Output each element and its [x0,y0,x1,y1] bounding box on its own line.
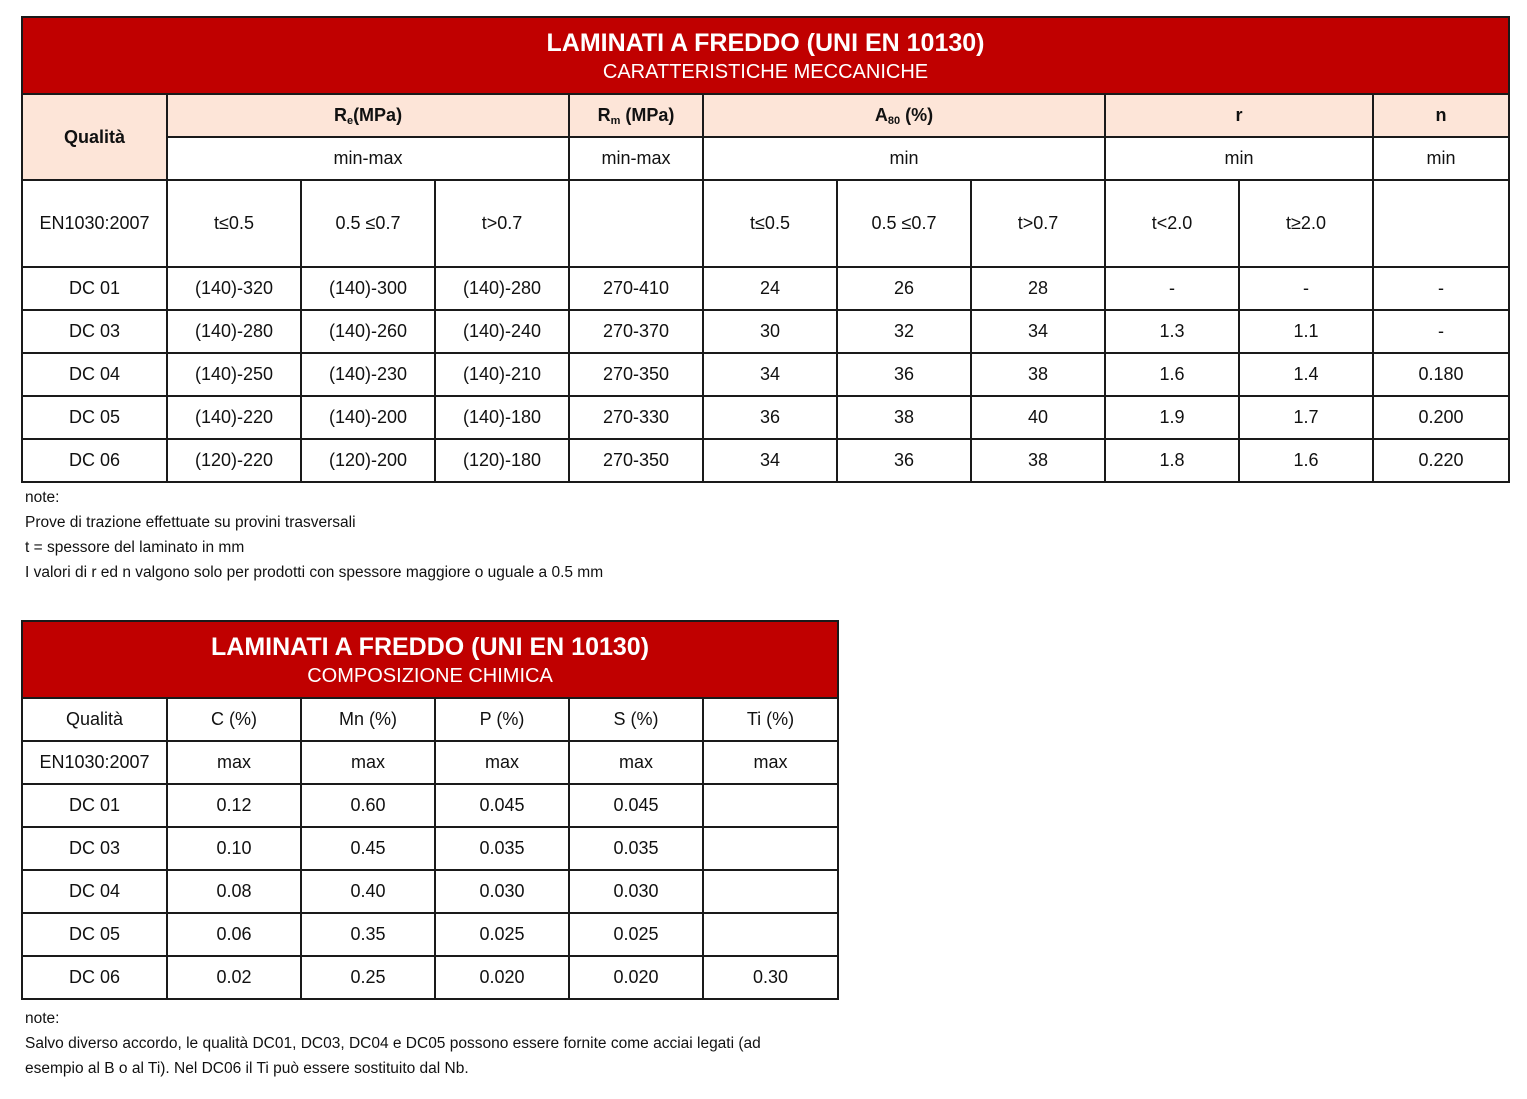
table-cell: (140)-280 [435,267,569,310]
table-cell: (140)-250 [167,353,301,396]
col-header-rm: $R_m$ (MPa) [569,94,703,137]
table-cell: t≤0.5 [167,180,301,267]
table-cell: 38 [971,439,1105,482]
col-header: S (%) [569,698,703,741]
table-cell: 30 [703,310,837,353]
table-cell: 0.035 [569,827,703,870]
table-cell: DC 01 [22,267,167,310]
table-cell: DC 06 [22,956,167,999]
mechanical-table-header [22,17,1509,94]
table-cell: 0.08 [167,870,301,913]
table-cell: max [569,741,703,784]
table-cell: 0.02 [167,956,301,999]
table-cell: 0.020 [435,956,569,999]
mechanical-notes [25,485,603,585]
col-header-qualita: Qualità [22,94,167,180]
table-cell: 270-350 [569,353,703,396]
table-cell: 1.6 [1105,353,1239,396]
table-cell: 0.045 [569,784,703,827]
table-cell: 0.5 ≤0.7 [301,180,435,267]
table-cell: t>0.7 [435,180,569,267]
table-cell: DC 01 [22,784,167,827]
table-cell: 1.1 [1239,310,1373,353]
table-cell: (140)-300 [301,267,435,310]
table-cell: 270-330 [569,396,703,439]
table-cell: max [703,741,838,784]
mechanical-table [21,16,1510,483]
table-cell: 40 [971,396,1105,439]
table-row [22,439,1509,482]
table-cell: 38 [971,353,1105,396]
table-cell [703,913,838,956]
table-cell [1373,180,1509,267]
table-cell: (120)-200 [301,439,435,482]
table-cell: DC 03 [22,310,167,353]
chemical-table [21,620,839,1000]
table-cell: 36 [837,439,971,482]
table-cell: 1.9 [1105,396,1239,439]
col-header: Mn (%) [301,698,435,741]
table-cell: 32 [837,310,971,353]
col-header: Ti (%) [703,698,838,741]
table-cell: t<2.0 [1105,180,1239,267]
col-header: C (%) [167,698,301,741]
col-header-r: r [1105,94,1373,137]
table-cell: 0.30 [703,956,838,999]
table-cell: 0.025 [435,913,569,956]
col-header-a80: $A_{80}$ (%) [703,94,1105,137]
norm-row [22,180,1509,267]
table-cell: t>0.7 [971,180,1105,267]
table-row [22,784,838,827]
table-cell: 0.045 [435,784,569,827]
chemical-table-header [22,621,838,698]
table-cell: 0.10 [167,827,301,870]
table-cell [569,180,703,267]
table-cell: (140)-220 [167,396,301,439]
limit-re: min-max [167,137,569,180]
table-row [22,310,1509,353]
col-header: Qualità [22,698,167,741]
limit-r: min [1105,137,1373,180]
table-cell: 24 [703,267,837,310]
chemical-notes [25,1006,761,1081]
table-cell: max [435,741,569,784]
note-line: note: [25,489,60,506]
table-cell: (140)-210 [435,353,569,396]
table-header-row [22,698,838,741]
table-cell: (140)-280 [167,310,301,353]
table-cell: (140)-230 [301,353,435,396]
table-cell: DC 06 [22,439,167,482]
table-cell: (140)-200 [301,396,435,439]
table-cell: 0.06 [167,913,301,956]
table-cell: 270-350 [569,439,703,482]
table-cell: max [301,741,435,784]
table-cell: 34 [971,310,1105,353]
mechanical-title: LAMINATI A FREDDO (UNI EN 10130) [546,28,985,57]
limit-n: min [1373,137,1509,180]
table-cell: DC 04 [22,353,167,396]
table-cell: 0.180 [1373,353,1509,396]
table-cell: - [1373,267,1509,310]
table-cell: 0.035 [435,827,569,870]
table-cell: (140)-240 [435,310,569,353]
table-cell: (140)-180 [435,396,569,439]
note-line: Prove di trazione effettuate su provini trasversali [25,514,356,531]
table-cell: (140)-320 [167,267,301,310]
limit-a80: min [703,137,1105,180]
table-cell: t≤0.5 [703,180,837,267]
table-cell: 1.8 [1105,439,1239,482]
table-cell: 0.40 [301,870,435,913]
table-cell: 0.60 [301,784,435,827]
table-row [22,913,838,956]
chemical-subtitle: COMPOSIZIONE CHIMICA [307,664,553,687]
table-cell: 270-370 [569,310,703,353]
table-cell: (120)-220 [167,439,301,482]
table-row [22,956,838,999]
table-cell: 1.4 [1239,353,1373,396]
table-cell: (140)-260 [301,310,435,353]
table-cell: DC 05 [22,396,167,439]
note-line: esempio al B o al Ti). Nel DC06 il Ti può essere sostituito dal Nb. [25,1060,469,1077]
table-cell: - [1239,267,1373,310]
col-header-re: $R_e(MPa)$ [167,94,569,137]
table-cell: - [1105,267,1239,310]
table-cell: max [167,741,301,784]
table-cell: 0.030 [569,870,703,913]
table-row [22,827,838,870]
table-cell: 0.220 [1373,439,1509,482]
table-row [22,267,1509,310]
note-line: t = spessore del laminato in mm [25,539,245,556]
table-cell: 0.35 [301,913,435,956]
note-line: Salvo diverso accordo, le qualità DC01, DC03, DC04 e DC05 possono essere fornite come acciai legati (ad [25,1035,761,1052]
limit-rm: min-max [569,137,703,180]
chemical-title: LAMINATI A FREDDO (UNI EN 10130) [211,632,650,661]
table-cell: 0.020 [569,956,703,999]
table-cell: 26 [837,267,971,310]
note-line: I valori di r ed n valgono solo per prodotti con spessore maggiore o uguale a 0.5 mm [25,564,604,581]
mechanical-subtitle: CARATTERISTICHE MECCANICHE [602,60,929,83]
note-line: note: [25,1010,60,1027]
table-cell: - [1373,310,1509,353]
table-cell: 0.025 [569,913,703,956]
table-cell: 1.6 [1239,439,1373,482]
table-cell [703,870,838,913]
col-header: P (%) [435,698,569,741]
table-cell: EN1030:2007 [22,180,167,267]
table-cell: 0.5 ≤0.7 [837,180,971,267]
col-header-n: n [1373,94,1509,137]
table-cell: EN1030:2007 [22,741,167,784]
table-cell: DC 03 [22,827,167,870]
table-cell: 36 [837,353,971,396]
table-cell: 36 [703,396,837,439]
table-cell [703,827,838,870]
table-cell: 1.3 [1105,310,1239,353]
table-cell: 0.25 [301,956,435,999]
table-row [22,353,1509,396]
norm-row [22,741,838,784]
table-cell: 0.030 [435,870,569,913]
table-row [22,396,1509,439]
table-cell: 38 [837,396,971,439]
table-cell: 270-410 [569,267,703,310]
table-cell: 1.7 [1239,396,1373,439]
table-cell: 0.45 [301,827,435,870]
table-cell: 0.200 [1373,396,1509,439]
table-row [22,870,838,913]
table-cell: DC 05 [22,913,167,956]
table-cell: t≥2.0 [1239,180,1373,267]
table-cell: 28 [971,267,1105,310]
table-cell: 34 [703,353,837,396]
table-cell: (120)-180 [435,439,569,482]
table-cell: 0.12 [167,784,301,827]
table-cell: 34 [703,439,837,482]
table-cell [703,784,838,827]
table-cell: DC 04 [22,870,167,913]
